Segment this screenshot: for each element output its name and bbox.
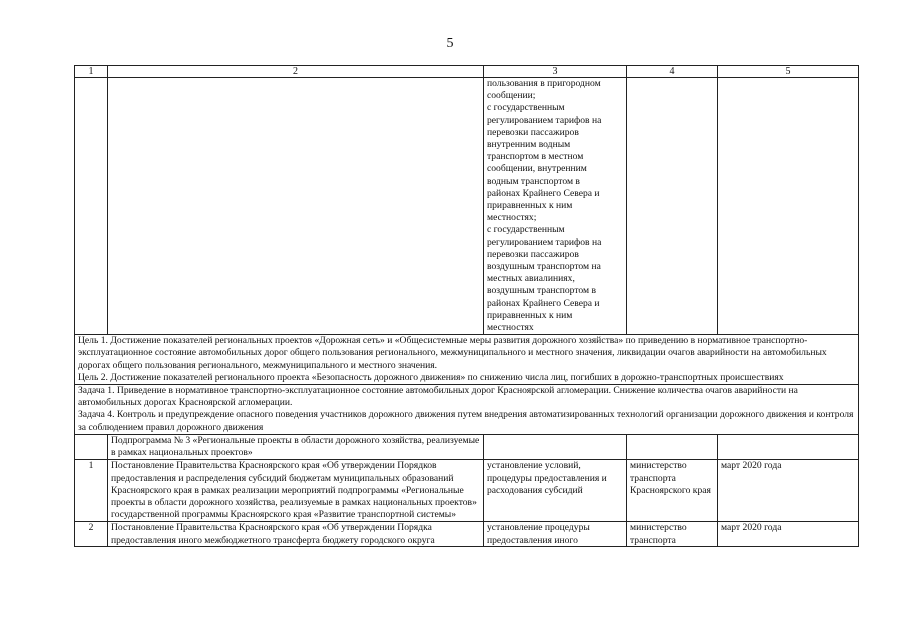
- header-col-2: 2: [108, 66, 484, 78]
- act-name-text: Постановление Правительства Красноярского края «Об утверждении Порядка предоставления иного межбюджетного трансферта бюджету городского округа: [111, 522, 435, 546]
- goal-1: Цель 1. Достижение показателей региональных проектов «Дорожная сеть» и «Общесистемные меры развития дорожного хозяйства» по приведению в нормативное транспортно-эксплуатационное состояние автомобильных дорог общего пользования регионального, межмуниципального и местного значения, ликвидации очагов аварийности на автомобильных дорогах общего пользования регионального, межмуниципального и местного значения.: [78, 335, 827, 371]
- act-executor-text: министерство транспорта: [630, 522, 687, 546]
- table-row: [75, 460, 859, 522]
- subprogram-cell-5: [718, 434, 859, 459]
- act-content: [484, 522, 627, 547]
- header-col-4: 4: [627, 66, 718, 78]
- task-1: Задача 1. Приведение в нормативное транспортно-эксплуатационное состояние автомобильных дорог Красноярской агломерации. Снижение количества очагов аварийности на автомобильных дорогах Красноярской агломерации.: [78, 385, 798, 409]
- act-executor: министерство транспорта Красноярского края: [627, 460, 718, 522]
- subprogram-row: [75, 434, 859, 459]
- goals-row: [75, 335, 859, 385]
- continuation-row: [75, 78, 859, 335]
- act-deadline: март 2020 года: [718, 460, 859, 522]
- act-deadline-text: март 2020 года: [721, 522, 782, 534]
- act-name: Постановление Правительства Красноярского края «Об утверждении Порядков предоставления и распределения субсидий бюджетам муниципальных образований Красноярского края в рамках реализации мероприятий подпрограммы «Региональные проекты в области дорожного хозяйства, реализуемые в рамках национальных проектов» государственной программы Красноярского края «Развитие транспортной системы»: [108, 460, 484, 522]
- table-row: [75, 522, 859, 547]
- act-content: установление условий, процедуры предоставления и расходования субсидий: [484, 460, 627, 522]
- goal-2: Цель 2. Достижение показателей регионального проекта «Безопасность дорожного движения» по снижению числа лиц, погибших в дорожно-транспортных происшествиях: [78, 371, 784, 383]
- header-col-5: 5: [718, 66, 859, 78]
- row-number: 1: [75, 460, 108, 522]
- header-col-3: 3: [484, 66, 627, 78]
- act-name: [108, 522, 484, 547]
- cont-cell-5: [718, 78, 859, 335]
- cont-cell-content: пользования в пригородном сообщении; с государственным регулированием тарифов на перевозки пассажиров внутренним водным транспортом в местном сообщении, внутренним водным транспортом в районах Крайнего Севера и приравненных к ним местностях; с государственным регулированием тарифов на перевозки пассажиров воздушным транспортом на местных авиалиниях, воздушным транспортом в районах Крайнего Севера и приравненных к ним местностях: [484, 78, 627, 335]
- row-number-text: 2: [88, 522, 94, 534]
- subprogram-cell-4: [627, 434, 718, 459]
- goals-cell: [75, 335, 859, 385]
- tasks-cell: [75, 385, 859, 435]
- tasks-row: [75, 385, 859, 435]
- column-number-header: [75, 66, 859, 78]
- subprogram-cell-3: [484, 434, 627, 459]
- page-number: 5: [446, 36, 454, 51]
- act-deadline: [718, 522, 859, 547]
- subprogram-title: Подпрограмма № 3 «Региональные проекты в области дорожного хозяйства, реализуемые в рамках национальных проектов»: [108, 434, 484, 459]
- header-col-1: 1: [75, 66, 108, 78]
- act-content-text: установление процедуры предоставления иного: [487, 522, 590, 546]
- cont-cell-4: [627, 78, 718, 335]
- act-executor: [627, 522, 718, 547]
- row-number: [75, 522, 108, 547]
- subprogram-num-cell: [75, 434, 108, 459]
- cont-cell-2: [108, 78, 484, 335]
- cont-cell-1: [75, 78, 108, 335]
- legal-acts-table: [74, 65, 859, 547]
- task-4: Задача 4. Контроль и предупреждение опасного поведения участников дорожного движения путем внедрения автоматизированных технологий организации дорожного движения и контроля за соблюдением правил дорожного движения: [78, 409, 854, 433]
